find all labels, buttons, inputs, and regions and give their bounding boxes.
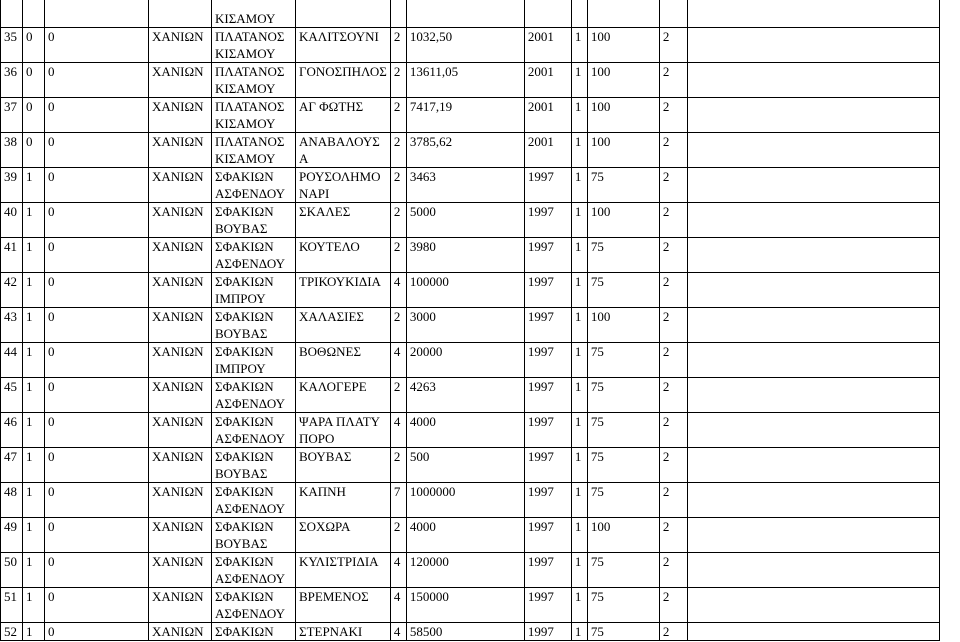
cell-blank <box>687 448 939 483</box>
cell-b: 0 <box>45 588 149 623</box>
cell-eparxia: ΣΦΑΚΙΩΝ ΑΣΦΕΝΔΟΥ <box>212 588 296 623</box>
cell-b: 0 <box>45 448 149 483</box>
table-row <box>1 448 940 483</box>
cell-a: 1 <box>23 343 45 378</box>
cell-x: 1 <box>571 63 587 98</box>
cell-pct: 75 <box>587 168 659 203</box>
table-row <box>1 553 940 588</box>
cell-thesi: ΓΟΝΟΣΠΗΛΟΣ <box>296 63 391 98</box>
cell-thesi: ΒΟΘΩΝΕΣ <box>296 343 391 378</box>
cell-a: 1 <box>23 273 45 308</box>
cell-a: 1 <box>23 623 45 641</box>
cell-x: 1 <box>571 238 587 273</box>
cell-pct: 75 <box>587 588 659 623</box>
cell-no: 40 <box>1 203 23 238</box>
cell-z: 2 <box>659 623 687 641</box>
cell-pct: 100 <box>587 98 659 133</box>
cell-thesi: ΚΟΥΤΕΛΟ <box>296 238 391 273</box>
cell-b: 0 <box>45 518 149 553</box>
cell-blank <box>687 98 939 133</box>
cell-nomos: ΧΑΝΙΩΝ <box>149 343 212 378</box>
cell-pct: 100 <box>587 28 659 63</box>
cell-b: 0 <box>45 98 149 133</box>
table-row <box>1 203 940 238</box>
cell-blank <box>687 238 939 273</box>
cell-blank <box>687 168 939 203</box>
cell-k: 2 <box>390 378 406 413</box>
cell-k: 4 <box>390 413 406 448</box>
cell-x: 1 <box>571 343 587 378</box>
table-row <box>1 63 940 98</box>
cell-nomos: ΧΑΝΙΩΝ <box>149 518 212 553</box>
cell-z: 2 <box>659 28 687 63</box>
cell-area: 3000 <box>406 308 524 343</box>
cell-year: 2001 <box>524 28 571 63</box>
cell-no: 37 <box>1 98 23 133</box>
cell-blank <box>687 378 939 413</box>
cell-year: 1997 <box>524 413 571 448</box>
cell-x: 1 <box>571 133 587 168</box>
cell-no: 51 <box>1 588 23 623</box>
cell-a: 1 <box>23 518 45 553</box>
cell-area: 100000 <box>406 273 524 308</box>
cell-no: 35 <box>1 28 23 63</box>
cell-eparxia: ΣΦΑΚΙΩΝ ΒΟΥΒΑΣ <box>212 308 296 343</box>
cell-x: 1 <box>571 308 587 343</box>
cell-thesi: ΚΑΛΙΤΣΟΥΝΙ <box>296 28 391 63</box>
cell-z: 2 <box>659 238 687 273</box>
cell-eparxia: ΣΦΑΚΙΩΝ ΑΣΦΕΝΔΟΥ <box>212 413 296 448</box>
cell-nomos: ΧΑΝΙΩΝ <box>149 28 212 63</box>
table-row <box>1 168 940 203</box>
cell-k: 7 <box>390 483 406 518</box>
cell-blank <box>687 133 939 168</box>
cell-blank <box>687 28 939 63</box>
cell-year: 2001 <box>524 98 571 133</box>
cell-thesi: ΚΑΠΝΗ <box>296 483 391 518</box>
cell-x: 1 <box>571 98 587 133</box>
cell-k: 2 <box>390 203 406 238</box>
cell-a: 0 <box>23 133 45 168</box>
cell-a: 1 <box>23 483 45 518</box>
cell-z: 2 <box>659 343 687 378</box>
cell-k: 4 <box>390 343 406 378</box>
cell-blank <box>687 308 939 343</box>
cell-k: 2 <box>390 448 406 483</box>
cell-pct: 100 <box>587 203 659 238</box>
cell-z: 2 <box>659 483 687 518</box>
cell-year: 1997 <box>524 273 571 308</box>
cell-z: 2 <box>659 413 687 448</box>
cell-eparxia: ΣΦΑΚΙΩΝ ΒΟΥΒΑΣ <box>212 448 296 483</box>
cell-thesi: ΧΑΛΑΣΙΕΣ <box>296 308 391 343</box>
cell-z: 2 <box>659 98 687 133</box>
cell-year: 1997 <box>524 168 571 203</box>
table-row <box>1 133 940 168</box>
cell-k: 2 <box>390 168 406 203</box>
cell-nomos: ΧΑΝΙΩΝ <box>149 238 212 273</box>
cell-pct: 75 <box>587 413 659 448</box>
cell-area: 20000 <box>406 343 524 378</box>
cell-thesi: ΑΓ ΦΩΤΗΣ <box>296 98 391 133</box>
cell-x: 1 <box>571 273 587 308</box>
cell-nomos: ΧΑΝΙΩΝ <box>149 448 212 483</box>
cell-nomos: ΧΑΝΙΩΝ <box>149 168 212 203</box>
cell-year: 2001 <box>524 63 571 98</box>
cell-z: 2 <box>659 588 687 623</box>
cell-a: 1 <box>23 168 45 203</box>
cell-b: 0 <box>45 553 149 588</box>
cell-no: 43 <box>1 308 23 343</box>
cell-thesi: ΑΝΑΒΑΛΟΥΣ Α <box>296 133 391 168</box>
cell-blank <box>687 483 939 518</box>
cell-area: 1032,50 <box>406 28 524 63</box>
cell-thesi: ΚΑΛΟΓΕΡΕ <box>296 378 391 413</box>
cell-no: 46 <box>1 413 23 448</box>
table-body <box>1 0 940 641</box>
cell-blank <box>687 623 939 641</box>
table-row <box>1 238 940 273</box>
cell-x: 1 <box>571 168 587 203</box>
cell-nomos: ΧΑΝΙΩΝ <box>149 623 212 641</box>
cell-a: 0 <box>23 63 45 98</box>
cell-x: 1 <box>571 28 587 63</box>
cell-no: 49 <box>1 518 23 553</box>
cell-z: 2 <box>659 133 687 168</box>
cell-year: 1997 <box>524 308 571 343</box>
cell-z: 2 <box>659 273 687 308</box>
cell-x: 1 <box>571 203 587 238</box>
cell-z: 2 <box>659 553 687 588</box>
cell-nomos: ΧΑΝΙΩΝ <box>149 483 212 518</box>
table-row <box>1 0 940 28</box>
cell-nomos: ΧΑΝΙΩΝ <box>149 553 212 588</box>
cell-blank <box>687 518 939 553</box>
cell-year: 1997 <box>524 588 571 623</box>
cell-area: 5000 <box>406 203 524 238</box>
cell-thesi: ΣΤΕΡΝΑΚΙ <box>296 623 391 641</box>
cell-z: 2 <box>659 518 687 553</box>
table-row <box>1 273 940 308</box>
cell-eparxia: ΣΦΑΚΙΩΝ ΑΣΦΕΝΔΟΥ <box>212 168 296 203</box>
cell-k: 4 <box>390 623 406 641</box>
cell-x: 1 <box>571 483 587 518</box>
cell-no: 50 <box>1 553 23 588</box>
cell-b: 0 <box>45 273 149 308</box>
cell-nomos: ΧΑΝΙΩΝ <box>149 308 212 343</box>
cell-area: 4000 <box>406 413 524 448</box>
cell-k: 2 <box>390 308 406 343</box>
cell-no: 52 <box>1 623 23 641</box>
cell-eparxia: ΚΙΣΑΜΟΥ <box>212 0 296 28</box>
cell-pct: 75 <box>587 483 659 518</box>
cell-eparxia: ΣΦΑΚΙΩΝ ΑΣΦΕΝΔΟΥ <box>212 483 296 518</box>
cell-no: 41 <box>1 238 23 273</box>
cell-no: 45 <box>1 378 23 413</box>
cell-year: 1997 <box>524 518 571 553</box>
cell-k: 2 <box>390 518 406 553</box>
cell-b: 0 <box>45 413 149 448</box>
cell-no: 48 <box>1 483 23 518</box>
cell-eparxia: ΠΛΑΤΑΝΟΣ ΚΙΣΑΜΟΥ <box>212 28 296 63</box>
cell-eparxia: ΣΦΑΚΙΩΝ <box>212 623 296 641</box>
cell-pct: 100 <box>587 63 659 98</box>
table-row <box>1 98 940 133</box>
cell-a: 0 <box>23 28 45 63</box>
cell-no: 47 <box>1 448 23 483</box>
cell-x: 1 <box>571 623 587 641</box>
cell-pct: 75 <box>587 378 659 413</box>
cell-area: 3785,62 <box>406 133 524 168</box>
cell-a: 1 <box>23 238 45 273</box>
cell-b: 0 <box>45 63 149 98</box>
cell-x: 1 <box>571 588 587 623</box>
cell-pct: 75 <box>587 238 659 273</box>
cell-thesi: ΡΟΥΣΟΛΗΜΟ ΝΑΡΙ <box>296 168 391 203</box>
table-row <box>1 28 940 63</box>
cell-area: 13611,05 <box>406 63 524 98</box>
cell-b: 0 <box>45 168 149 203</box>
cell-area: 7417,19 <box>406 98 524 133</box>
cell-k: 2 <box>390 28 406 63</box>
cell-pct: 75 <box>587 448 659 483</box>
cell-year: 1997 <box>524 343 571 378</box>
cell-blank <box>687 273 939 308</box>
cell-thesi: ΤΡΙΚΟΥΚΙΔΙΑ <box>296 273 391 308</box>
cell-a: 1 <box>23 588 45 623</box>
cell-a: 1 <box>23 203 45 238</box>
cell-x: 1 <box>571 518 587 553</box>
cell-eparxia: ΠΛΑΤΑΝΟΣ ΚΙΣΑΜΟΥ <box>212 63 296 98</box>
table-row <box>1 483 940 518</box>
cell-thesi: ΨΑΡΑ ΠΛΑΤΥ ΠΟΡΟ <box>296 413 391 448</box>
cell-b: 0 <box>45 133 149 168</box>
cell-eparxia: ΣΦΑΚΙΩΝ ΒΟΥΒΑΣ <box>212 203 296 238</box>
cell-a: 0 <box>23 98 45 133</box>
cell-b: 0 <box>45 623 149 641</box>
cell-pct: 100 <box>587 518 659 553</box>
cell-blank <box>687 553 939 588</box>
cell-z: 2 <box>659 63 687 98</box>
cell-k: 2 <box>390 133 406 168</box>
cell-eparxia: ΣΦΑΚΙΩΝ ΑΣΦΕΝΔΟΥ <box>212 238 296 273</box>
cell-a: 1 <box>23 413 45 448</box>
cell-a: 1 <box>23 308 45 343</box>
cell-area: 58500 <box>406 623 524 641</box>
cell-nomos: ΧΑΝΙΩΝ <box>149 133 212 168</box>
cell-k: 4 <box>390 553 406 588</box>
cell-thesi: ΒΟΥΒΑΣ <box>296 448 391 483</box>
cell-blank <box>687 203 939 238</box>
cell-b: 0 <box>45 238 149 273</box>
cell-a: 1 <box>23 448 45 483</box>
cell-blank <box>687 343 939 378</box>
cell-area: 4000 <box>406 518 524 553</box>
cell-nomos: ΧΑΝΙΩΝ <box>149 203 212 238</box>
cell-x: 1 <box>571 378 587 413</box>
table-row <box>1 518 940 553</box>
cell-a: 1 <box>23 553 45 588</box>
cell-x: 1 <box>571 448 587 483</box>
cell-pct: 75 <box>587 343 659 378</box>
cell-no: 38 <box>1 133 23 168</box>
cell-no: 36 <box>1 63 23 98</box>
table-row <box>1 588 940 623</box>
cell-year: 2001 <box>524 133 571 168</box>
cell-area: 3463 <box>406 168 524 203</box>
cell-nomos: ΧΑΝΙΩΝ <box>149 273 212 308</box>
cell-eparxia: ΠΛΑΤΑΝΟΣ ΚΙΣΑΜΟΥ <box>212 98 296 133</box>
cell-nomos: ΧΑΝΙΩΝ <box>149 413 212 448</box>
cell-b: 0 <box>45 308 149 343</box>
cell-area: 3980 <box>406 238 524 273</box>
cell-eparxia: ΣΦΑΚΙΩΝ ΑΣΦΕΝΔΟΥ <box>212 553 296 588</box>
cell-pct: 100 <box>587 133 659 168</box>
cell-k: 4 <box>390 588 406 623</box>
cell-eparxia: ΣΦΑΚΙΩΝ ΙΜΠΡΟΥ <box>212 343 296 378</box>
table-row <box>1 623 940 641</box>
cell-year: 1997 <box>524 378 571 413</box>
cell-b: 0 <box>45 483 149 518</box>
table-row <box>1 308 940 343</box>
table-row <box>1 343 940 378</box>
cell-year: 1997 <box>524 483 571 518</box>
cell-no: 42 <box>1 273 23 308</box>
cell-k: 2 <box>390 63 406 98</box>
cell-b: 0 <box>45 378 149 413</box>
cell-pct: 75 <box>587 553 659 588</box>
cell-z: 2 <box>659 308 687 343</box>
cell-thesi: ΚΥΛΙΣΤΡΙΔΙΑ <box>296 553 391 588</box>
cell-year: 1997 <box>524 448 571 483</box>
cell-eparxia: ΣΦΑΚΙΩΝ ΙΜΠΡΟΥ <box>212 273 296 308</box>
cell-area: 4263 <box>406 378 524 413</box>
cell-k: 2 <box>390 238 406 273</box>
cell-no: 44 <box>1 343 23 378</box>
cell-blank <box>687 63 939 98</box>
cell-eparxia: ΣΦΑΚΙΩΝ ΑΣΦΕΝΔΟΥ <box>212 378 296 413</box>
cell-area: 1000000 <box>406 483 524 518</box>
table-row <box>1 413 940 448</box>
cell-blank <box>687 413 939 448</box>
cell-pct: 75 <box>587 273 659 308</box>
cell-x: 1 <box>571 413 587 448</box>
cell-k: 4 <box>390 273 406 308</box>
cell-area: 150000 <box>406 588 524 623</box>
cell-pct: 100 <box>587 308 659 343</box>
cell-b: 0 <box>45 343 149 378</box>
cell-x: 1 <box>571 553 587 588</box>
cell-z: 2 <box>659 168 687 203</box>
cell-year: 1997 <box>524 238 571 273</box>
cell-eparxia: ΣΦΑΚΙΩΝ ΒΟΥΒΑΣ <box>212 518 296 553</box>
cell-thesi: ΣΚΑΛΕΣ <box>296 203 391 238</box>
cell-thesi: ΣΟΧΩΡΑ <box>296 518 391 553</box>
cell-blank <box>687 588 939 623</box>
cell-a: 1 <box>23 378 45 413</box>
cell-area: 120000 <box>406 553 524 588</box>
cell-nomos: ΧΑΝΙΩΝ <box>149 378 212 413</box>
cell-nomos: ΧΑΝΙΩΝ <box>149 588 212 623</box>
cell-area: 500 <box>406 448 524 483</box>
cell-nomos: ΧΑΝΙΩΝ <box>149 98 212 133</box>
cell-pct: 75 <box>587 623 659 641</box>
cell-year: 1997 <box>524 203 571 238</box>
cell-thesi: ΒΡΕΜΕΝΟΣ <box>296 588 391 623</box>
cell-k: 2 <box>390 98 406 133</box>
cell-b: 0 <box>45 203 149 238</box>
cell-z: 2 <box>659 448 687 483</box>
cell-eparxia: ΠΛΑΤΑΝΟΣ ΚΙΣΑΜΟΥ <box>212 133 296 168</box>
cell-z: 2 <box>659 378 687 413</box>
cell-year: 1997 <box>524 553 571 588</box>
table-row <box>1 378 940 413</box>
cell-year: 1997 <box>524 623 571 641</box>
cell-b: 0 <box>45 28 149 63</box>
cell-nomos: ΧΑΝΙΩΝ <box>149 63 212 98</box>
cell-z: 2 <box>659 203 687 238</box>
cell-no: 39 <box>1 168 23 203</box>
